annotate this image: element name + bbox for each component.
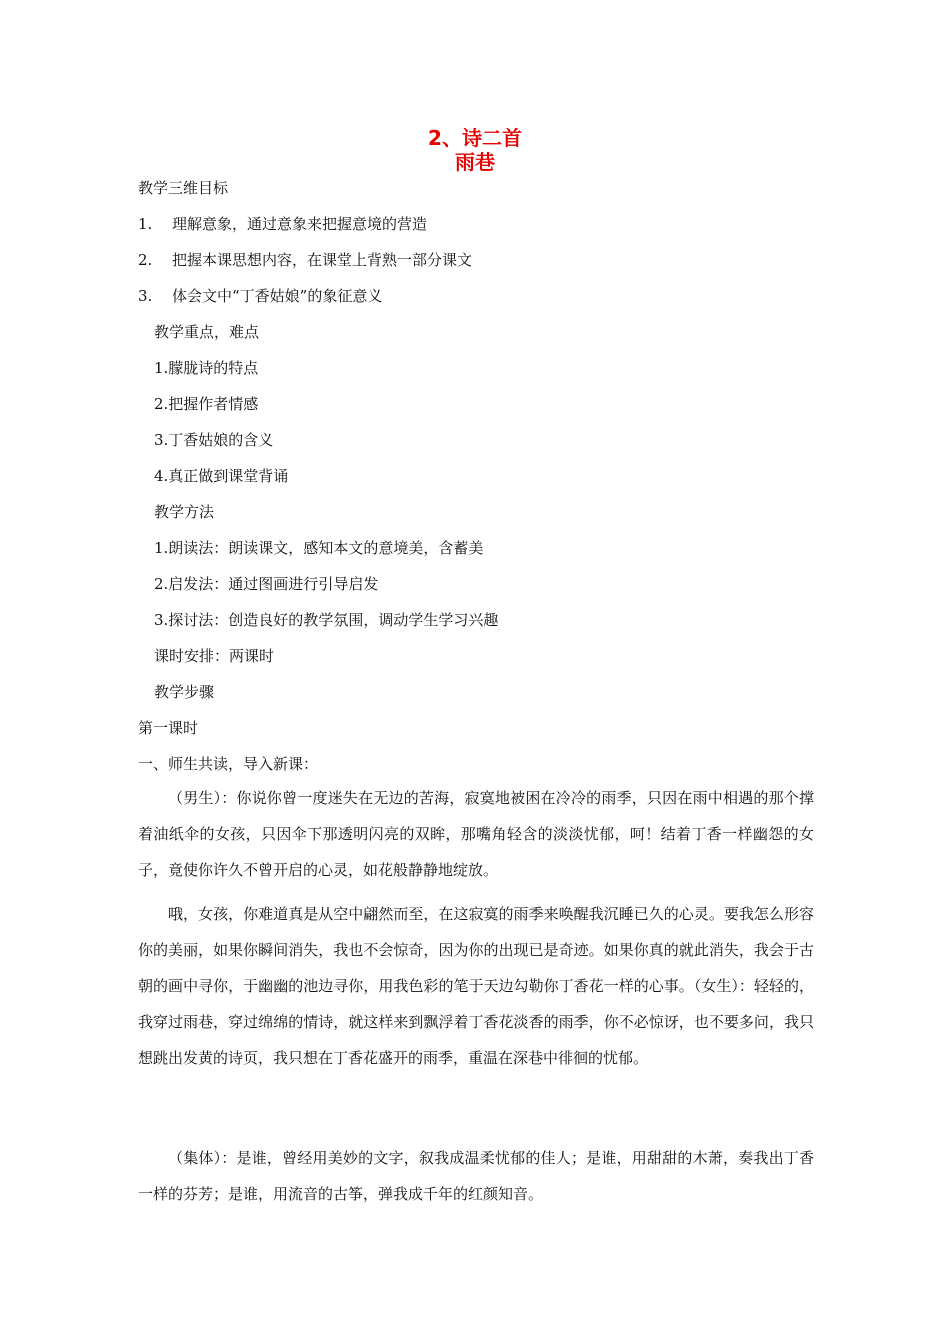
paragraph-male-voice: （男生）：你说你曾一度迷失在无边的苦海，寂寞地被困在冷冷的雨季，只因在雨中相遇的那个撑着油纸伞的女孩，只因伞下那透明闪亮的双眸，那嘴角轻含的淡淡忧郁，呵！结着丁香一样幽怨的女子，竟使你许久不曾开启的心灵，如花般静静地绽放。 xyxy=(138,789,814,879)
key-points-heading: 教学重点，难点 xyxy=(154,323,260,341)
objectives-heading: 教学三维目标 xyxy=(138,179,229,197)
key-point-item: 4.真正做到课堂背诵 xyxy=(154,467,289,485)
method-item: 3.探讨法：创造良好的教学氛围，调动学生学习兴趣 xyxy=(154,611,499,629)
method-item: 1.朗读法：朗读课文，感知本文的意境美，含蓄美 xyxy=(154,539,484,557)
objective-text: 体会文中“丁香姑娘”的象征意义 xyxy=(172,287,383,305)
objective-item xyxy=(138,286,382,306)
objective-item xyxy=(138,250,472,270)
paragraph-main: 哦，女孩，你难道真是从空中翩然而至，在这寂寞的雨季来唤醒我沉睡已久的心灵。要我怎么形容你的美丽，如果你瞬间消失，我也不会惊奇，因为你的出现已是奇迹。如果你真的就此消失，我会于古朝的画中寻你，于幽幽的池边寻你，用我色彩的笔于天边勾勒你丁香花一样的心事。（女生）：轻轻的，我穿过雨巷，穿过绵绵的情诗，就这样来到飘浮着丁香花淡香的雨季，你不必惊讶，也不要多问，我只想跳出发黄的诗页，我只想在丁香花盛开的雨季，重温在深巷中徘徊的忧郁。 xyxy=(138,905,814,1067)
key-point-item: 2.把握作者情感 xyxy=(154,395,259,413)
objective-number: 1. xyxy=(138,215,153,233)
objective-item xyxy=(138,214,427,234)
objective-number: 2. xyxy=(138,251,153,269)
poem-title: 雨巷 xyxy=(455,150,495,174)
steps-heading: 教学步骤 xyxy=(154,683,215,701)
key-point-item: 1.朦胧诗的特点 xyxy=(154,359,259,377)
objective-text: 理解意象，通过意象来把握意境的营造 xyxy=(172,215,428,233)
methods-heading: 教学方法 xyxy=(154,503,215,521)
section-one-heading: 一、师生共读，导入新课： xyxy=(138,755,319,773)
method-item: 2.启发法：通过图画进行引导启发 xyxy=(154,575,379,593)
lesson-one-heading: 第一课时 xyxy=(138,719,199,737)
objective-number: 3. xyxy=(138,287,153,305)
key-point-item: 3.丁香姑娘的含义 xyxy=(154,431,274,449)
objective-text: 把握本课思想内容，在课堂上背熟一部分课文 xyxy=(172,251,473,269)
lesson-title: 2、诗二首 xyxy=(428,126,522,150)
paragraph-group-voice: （集体）：是谁，曾经用美妙的文字，叙我成温柔忧郁的佳人；是谁，用甜甜的木萧，奏我出丁香一样的芬芳；是谁，用流音的古筝，弹我成千年的红颜知音。 xyxy=(138,1149,814,1203)
schedule-text: 课时安排：两课时 xyxy=(154,647,275,665)
